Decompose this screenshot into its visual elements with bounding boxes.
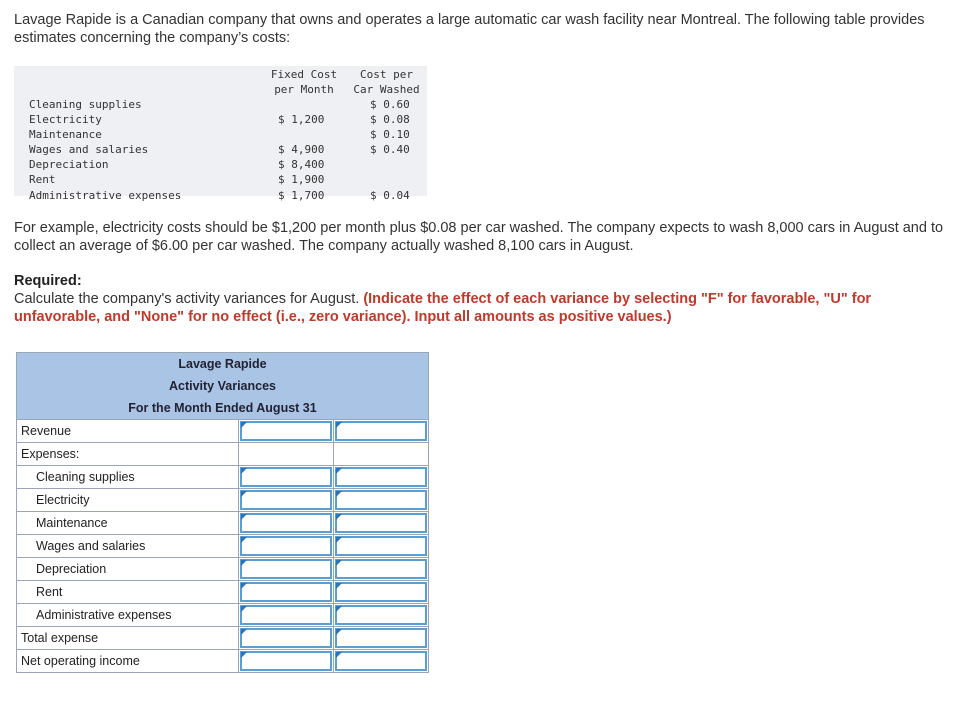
title-row (17, 353, 429, 376)
variable-cost: $ 0.60 (370, 98, 410, 111)
cleaning-amount-input[interactable] (240, 467, 332, 487)
fixed-cost: $ 8,400 (278, 158, 325, 171)
admin-amount-input[interactable] (240, 605, 332, 625)
statement-period: For the Month Ended August 31 (17, 397, 429, 420)
row-electricity (17, 489, 429, 512)
row-rent (17, 581, 429, 604)
header-fixed-line2: per Month (274, 83, 334, 96)
row-label: Net operating income (17, 650, 239, 673)
row-maintenance (17, 512, 429, 535)
net-amount-input[interactable] (240, 651, 332, 671)
admin-effect-select[interactable] (335, 605, 427, 625)
cost-label: Cleaning supplies (29, 98, 142, 111)
depreciation-amount-input[interactable] (240, 559, 332, 579)
required-heading: Required: (14, 273, 82, 289)
total-effect-cell (334, 627, 429, 650)
row-wages (17, 535, 429, 558)
rent-effect-cell (334, 581, 429, 604)
maintenance-effect-select[interactable] (335, 513, 427, 533)
electricity-effect-select[interactable] (335, 490, 427, 510)
row-label: Wages and salaries (17, 535, 239, 558)
wages-effect-select[interactable] (335, 536, 427, 556)
wages-amount-cell (239, 535, 334, 558)
depreciation-effect-select[interactable] (335, 559, 427, 579)
row-cleaning-supplies (17, 466, 429, 489)
depreciation-amount-cell (239, 558, 334, 581)
cost-row-wages (14, 142, 427, 157)
cost-label: Rent (29, 173, 56, 186)
company-name: Lavage Rapide (17, 353, 429, 376)
maintenance-amount-input[interactable] (240, 513, 332, 533)
cost-row-cleaning (14, 97, 427, 112)
net-effect-select[interactable] (335, 651, 427, 671)
title-row (17, 397, 429, 420)
wages-effect-cell (334, 535, 429, 558)
instructions-emphasis: (Indicate the effect of each variance by selecting "F" for favorable, "U" for unfavorable, and "None" for no effect (i.e., zero variance). Input all amounts as positive values.) (14, 291, 872, 325)
header-var-line1: Cost per (360, 68, 413, 81)
empty-cell (239, 443, 334, 466)
row-label: Electricity (17, 489, 239, 512)
row-admin (17, 604, 429, 627)
electricity-effect-cell (334, 489, 429, 512)
net-effect-cell (334, 650, 429, 673)
cost-row-admin (14, 188, 427, 203)
fixed-cost: $ 1,700 (278, 189, 325, 202)
variable-cost: $ 0.10 (370, 128, 410, 141)
fixed-cost: $ 1,200 (278, 113, 325, 126)
row-expenses (17, 443, 429, 466)
intro-paragraph: Lavage Rapide is a Canadian company that owns and operates a large automatic car wash facility near Montreal. The following table provides estimates concerning the company’s costs: (14, 12, 925, 46)
revenue-effect-select[interactable] (335, 421, 427, 441)
maintenance-effect-cell (334, 512, 429, 535)
variable-cost: $ 0.04 (370, 189, 410, 202)
header-var-line2: Car Washed (353, 83, 420, 96)
row-label: Administrative expenses (17, 604, 239, 627)
rent-amount-input[interactable] (240, 582, 332, 602)
cleaning-effect-select[interactable] (335, 467, 427, 487)
row-label: Maintenance (17, 512, 239, 535)
row-net-operating-income (17, 650, 429, 673)
activity-variances-table (16, 352, 429, 673)
variable-cost: $ 0.40 (370, 143, 410, 156)
cost-label: Electricity (29, 113, 102, 126)
total-amount-input[interactable] (240, 628, 332, 648)
row-label: Expenses: (17, 443, 239, 466)
cost-label: Administrative expenses (29, 189, 182, 202)
header-fixed-line1: Fixed Cost (270, 68, 338, 81)
row-total-expense (17, 627, 429, 650)
empty-cell (334, 443, 429, 466)
depreciation-effect-cell (334, 558, 429, 581)
rent-effect-select[interactable] (335, 582, 427, 602)
cost-estimates-table (14, 66, 427, 204)
cost-row-rent (14, 172, 427, 187)
admin-effect-cell (334, 604, 429, 627)
admin-amount-cell (239, 604, 334, 627)
row-label: Revenue (17, 420, 239, 443)
cost-label: Depreciation (29, 158, 109, 171)
cleaning-amount-cell (239, 466, 334, 489)
electricity-amount-cell (239, 489, 334, 512)
electricity-amount-input[interactable] (240, 490, 332, 510)
cost-row-electricity (14, 112, 427, 127)
revenue-amount-cell (239, 420, 334, 443)
cleaning-effect-cell (334, 466, 429, 489)
cost-label: Wages and salaries (29, 143, 149, 156)
net-amount-cell (239, 650, 334, 673)
row-label: Rent (17, 581, 239, 604)
maintenance-amount-cell (239, 512, 334, 535)
row-label: Depreciation (17, 558, 239, 581)
fixed-cost: $ 1,900 (278, 173, 325, 186)
instructions-text: Calculate the company's activity variances for August. (14, 291, 360, 307)
example-paragraph: For example, electricity costs should be $1,200 per month plus $0.08 per car washed. The company expects to wash 8,000 cars in August and to collect an average of $6.00 per car washed. The company actually washed 8,100 cars in August. (14, 220, 944, 254)
variable-cost: $ 0.08 (370, 113, 410, 126)
fixed-cost: $ 4,900 (278, 143, 325, 156)
row-revenue (17, 420, 429, 443)
title-row (17, 375, 429, 397)
row-label: Total expense (17, 627, 239, 650)
revenue-effect-cell (334, 420, 429, 443)
statement-title: Activity Variances (17, 375, 429, 397)
row-label: Cleaning supplies (17, 466, 239, 489)
rent-amount-cell (239, 581, 334, 604)
total-amount-cell (239, 627, 334, 650)
cost-label: Maintenance (29, 128, 102, 141)
total-effect-select[interactable] (335, 628, 427, 648)
revenue-amount-input[interactable] (240, 421, 332, 441)
instructions (14, 290, 954, 326)
cost-row-maintenance (14, 127, 427, 142)
wages-amount-input[interactable] (240, 536, 332, 556)
cost-row-depreciation (14, 157, 427, 172)
row-depreciation (17, 558, 429, 581)
